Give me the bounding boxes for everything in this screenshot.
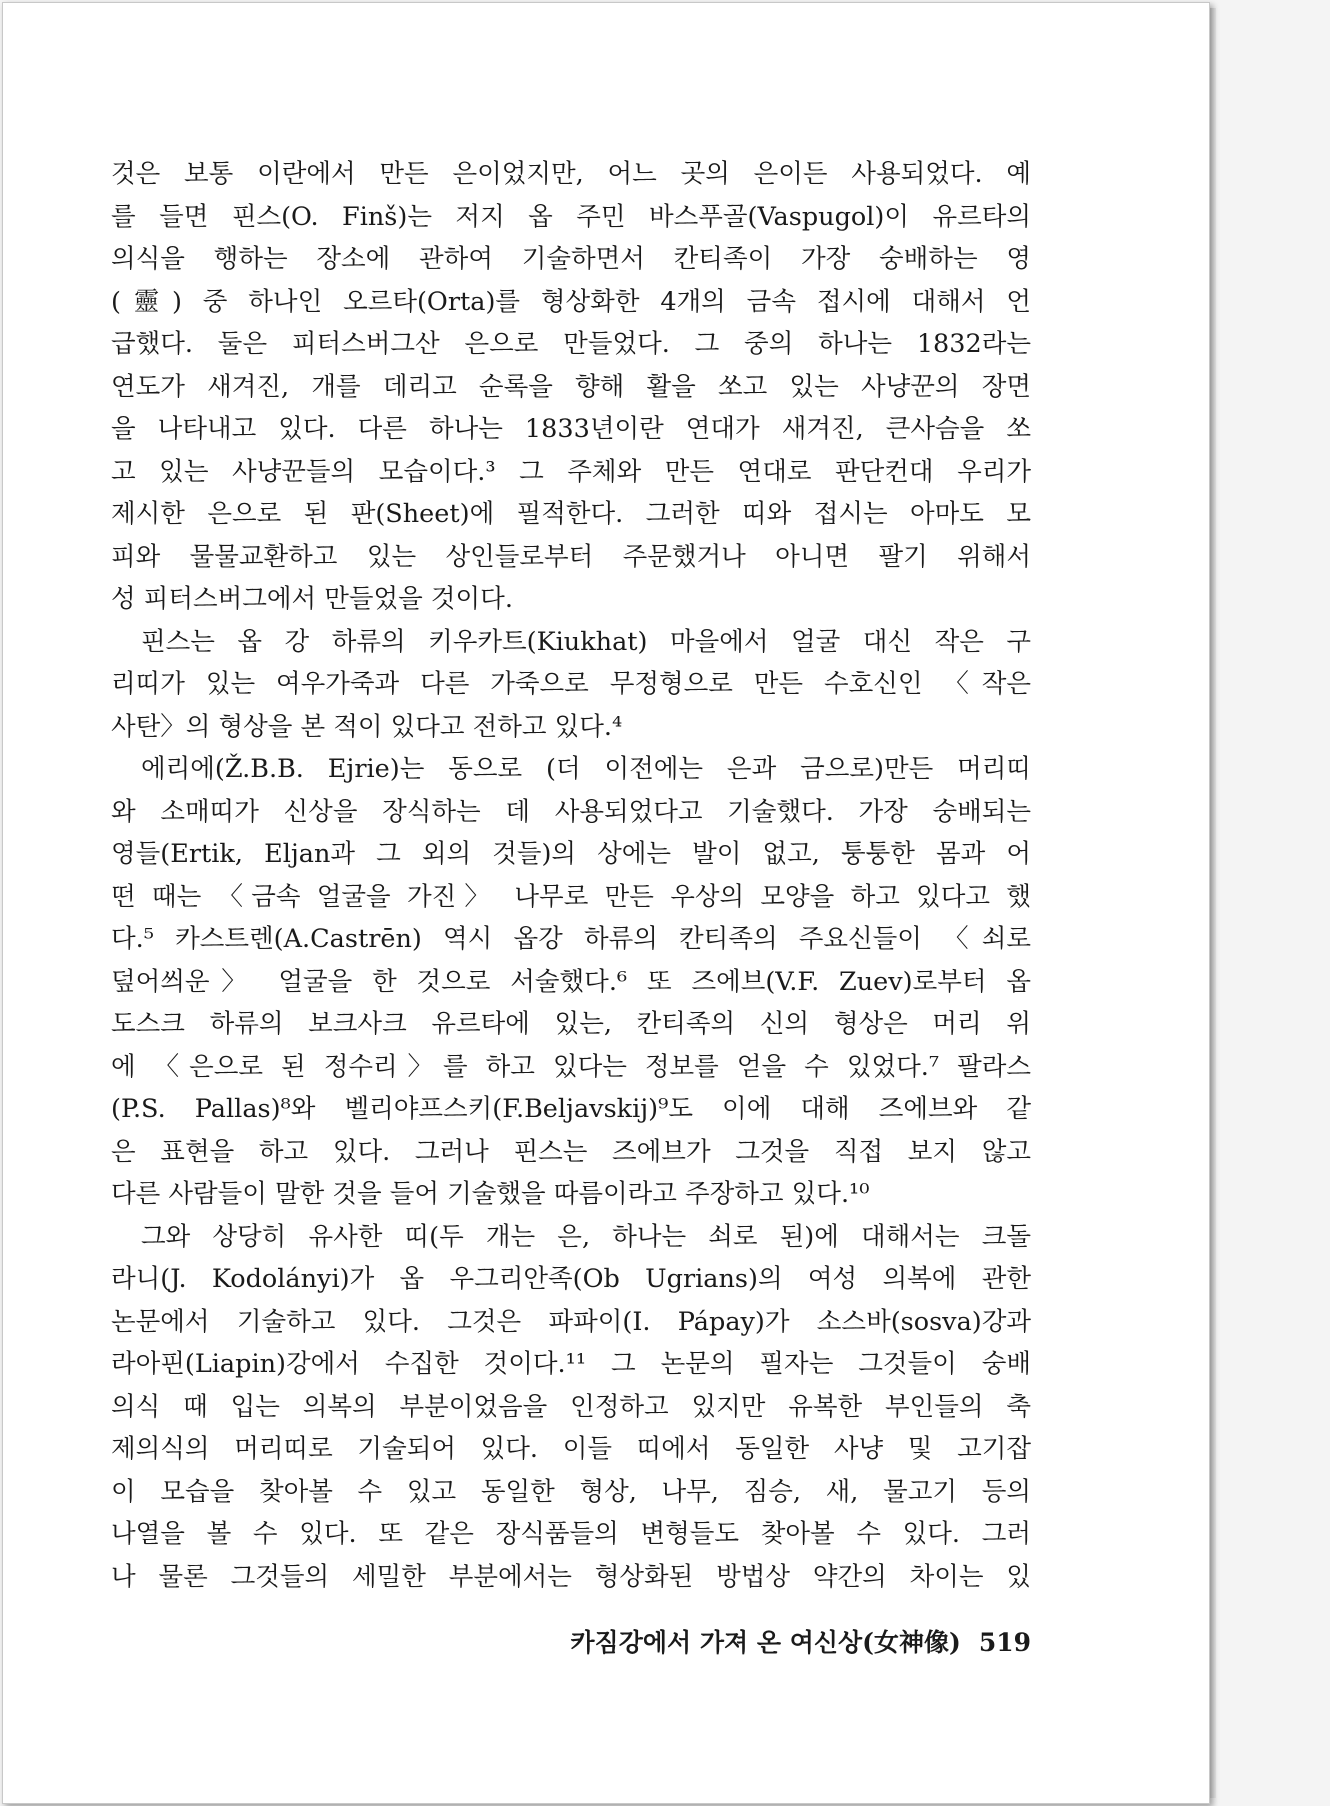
text-line: (靈) 중 하나인 오르타(Orta)를 형상화한 4개의 금속 접시에 대해서 언 (111, 286, 1031, 317)
page-footer (503, 1623, 1031, 1659)
text-line: 에 〈은으로 된 정수리〉를 하고 있다는 정보를 얻을 수 있었다.⁷ 팔라스 (111, 1051, 1031, 1082)
running-title: 카짐강에서 가져 온 여신상(女神像) (570, 1628, 961, 1657)
text-line: 논문에서 기술하고 있다. 그것은 파파이(I. Pápay)가 소스바(sosva)강과 (111, 1306, 1031, 1337)
text-line: 급했다. 둘은 피터스버그산 은으로 만들었다. 그 중의 하나는 1832라는 (111, 329, 1031, 359)
book-page (2, 2, 1210, 1804)
text-line: 피와 물물교환하고 있는 상인들로부터 주문했거나 아니면 팔기 위해서 (111, 541, 1031, 572)
text-line: 덮어씌운〉 얼굴을 한 것으로 서술했다.⁶ 또 즈에브(V.F. Zuev)로부터 옵 (111, 966, 1031, 997)
text-line: 와 소매띠가 신상을 장식하는 데 사용되었다고 기술했다. 가장 숭배되는 (111, 796, 1031, 827)
text-line: 고 있는 사냥꾼들의 모습이다.³ 그 주체와 만든 연대로 판단컨대 우리가 (111, 456, 1031, 487)
text-line: 은 표현을 하고 있다. 그러나 핀스는 즈에브가 그것을 직접 보지 않고 (111, 1136, 1031, 1167)
text-line: 성 피터스버그에서 만들었을 것이다. (111, 584, 513, 614)
text-line: 사탄〉의 형상을 본 적이 있다고 전하고 있다.⁴ (111, 711, 623, 742)
text-line: 라니(J. Kodolányi)가 옵 우그리안족(Ob Ugrians)의 여성 의복에 관한 (111, 1264, 1031, 1294)
text-line: 리띠가 있는 여우가죽과 다른 가죽으로 무정형으로 만든 수호신인 〈작은 (111, 669, 1031, 699)
text-line: 제의식의 머리띠로 기술되어 있다. 이들 띠에서 동일한 사냥 및 고기잡 (111, 1434, 1031, 1464)
text-line: 에리에(Ž.B.B. Ejrie)는 동으로 (더 이전에는 은과 금으로)만든 머리띠 (141, 754, 1031, 784)
text-line: 라아핀(Liapin)강에서 수집한 것이다.¹¹ 그 논문의 필자는 그것들이 숭배 (111, 1349, 1031, 1379)
text-line: 영들(Ertik, Eljan과 그 외의 것들)의 상에는 발이 없고, 퉁퉁한 몸과 어 (111, 839, 1031, 869)
text-line: 나열을 볼 수 있다. 또 같은 장식품들의 변형들도 찾아볼 수 있다. 그러 (111, 1519, 1031, 1549)
text-line: 그와 상당히 유사한 띠(두 개는 은, 하나는 쇠로 된)에 대해서는 크돌 (141, 1221, 1031, 1252)
page-number: 519 (978, 1628, 1031, 1657)
page-edge (1210, 8, 1216, 1798)
text-line: 의식 때 입는 의복의 부분이었음을 인정하고 있지만 유복한 부인들의 축 (111, 1391, 1031, 1422)
text-line: 를 들면 핀스(O. Finš)는 저지 옵 주민 바스푸골(Vaspugol)이 유르타의 (111, 201, 1031, 232)
text-line: 떤 때는 〈금속 얼굴을 가진〉 나무로 만든 우상의 모양을 하고 있다고 했 (111, 881, 1031, 912)
text-line: 제시한 은으로 된 판(Sheet)에 필적한다. 그러한 띠와 접시는 아마도 모 (111, 499, 1031, 529)
text-line: 다른 사람들이 말한 것을 들어 기술했을 따름이라고 주장하고 있다.¹⁰ (111, 1179, 870, 1209)
text-line: 나 물론 그것들의 세밀한 부분에서는 형상화된 방법상 약간의 차이는 있 (111, 1561, 1031, 1592)
text-line: (P.S. Pallas)⁸와 벨리야프스키(F.Beljavskij)⁹도 이에 대해 즈에브와 같 (111, 1094, 1031, 1124)
text-line: 의식을 행하는 장소에 관하여 기술하면서 칸티족이 가장 숭배하는 영 (111, 244, 1031, 274)
body-text (111, 153, 1031, 1598)
text-line: 이 모습을 찾아볼 수 있고 동일한 형상, 나무, 짐승, 새, 물고기 등의 (111, 1476, 1031, 1507)
text-line: 을 나타내고 있다. 다른 하나는 1833년이란 연대가 새겨진, 큰사슴을 쏘 (111, 414, 1031, 444)
text-line: 연도가 새겨진, 개를 데리고 순록을 향해 활을 쏘고 있는 사냥꾼의 장면 (111, 371, 1031, 402)
text-line: 도스크 하류의 보크사크 유르타에 있는, 칸티족의 신의 형상은 머리 위 (111, 1009, 1031, 1039)
text-line: 핀스는 옵 강 하류의 키우카트(Kiukhat) 마을에서 얼굴 대신 작은 구 (141, 626, 1031, 657)
text-line: 것은 보통 이란에서 만든 은이었지만, 어느 곳의 은이든 사용되었다. 예 (111, 159, 1031, 189)
text-line: 다.⁵ 카스트렌(A.Castrēn) 역시 옵강 하류의 칸티족의 주요신들이 〈쇠로 (111, 924, 1031, 954)
